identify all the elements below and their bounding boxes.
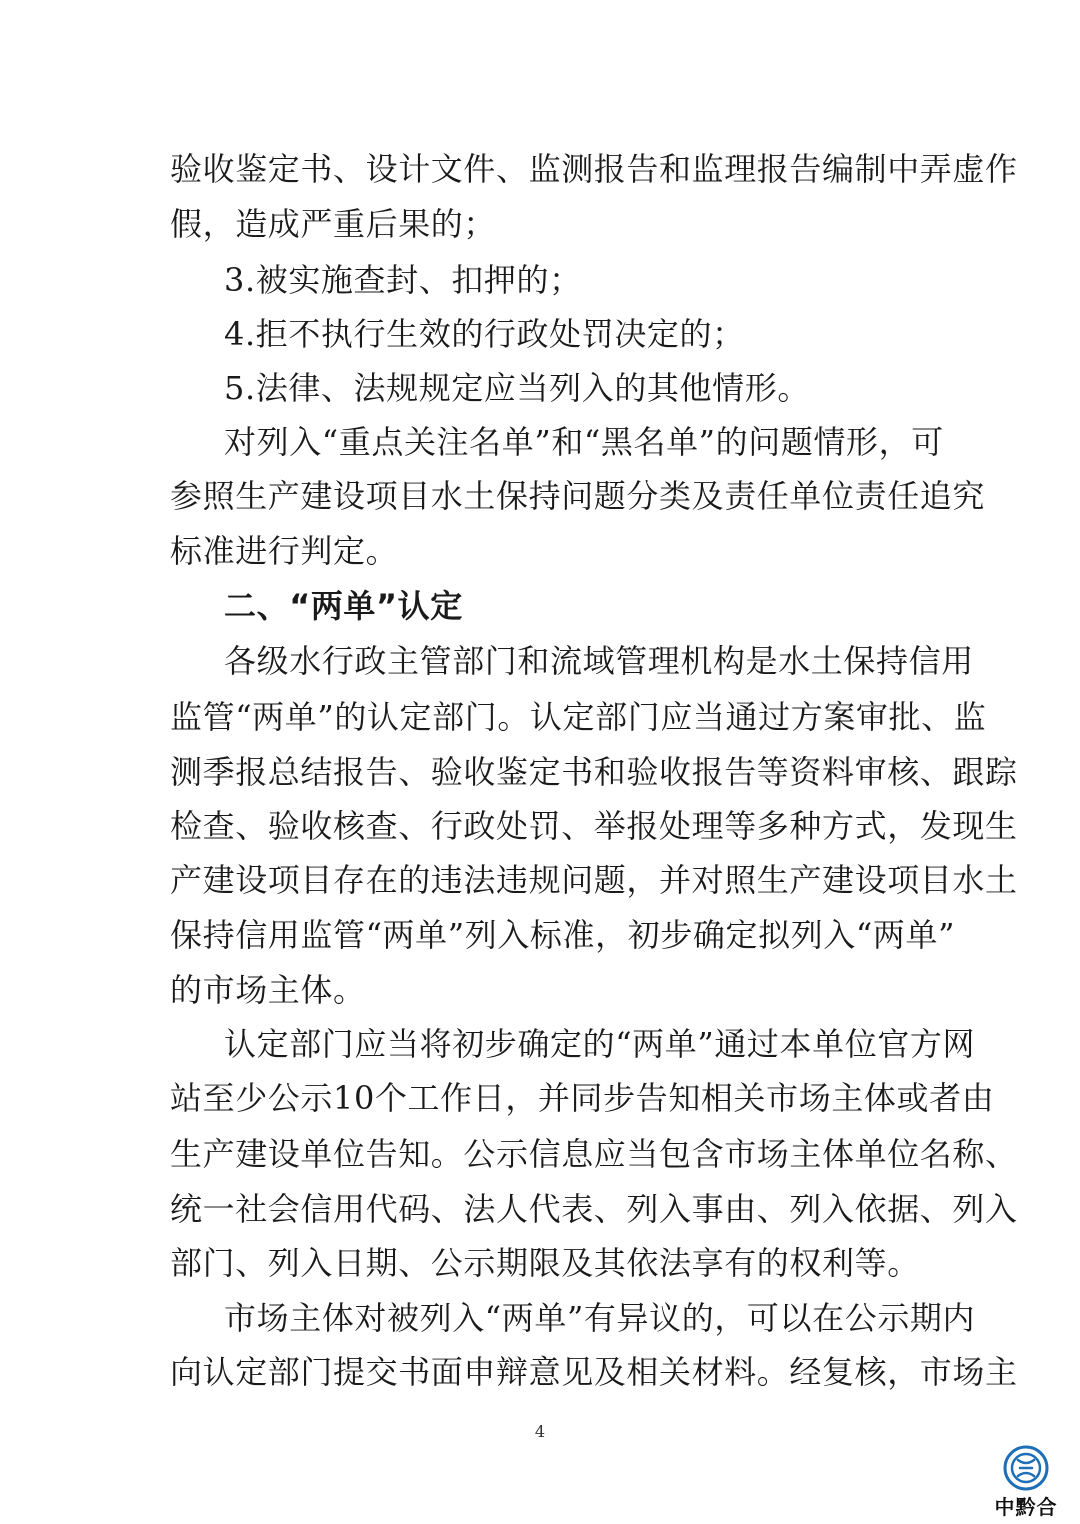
circular-logo-icon xyxy=(1002,1444,1050,1492)
list-item-5: 5.法律、法规规定应当列入的其他情形。 xyxy=(224,369,810,407)
body-text-line: 生产建设单位告知。公示信息应当包含市场主体单位名称、 xyxy=(170,1135,1018,1173)
body-text-line: 对列入“重点关注名单”和“黑名单”的问题情形，可 xyxy=(224,423,944,461)
body-text-line: 保持信用监管“两单”列入标准，初步确定拟列入“两单” xyxy=(170,916,956,954)
body-text-line: 市场主体对被列入“两单”有异议的，可以在公示期内 xyxy=(224,1299,976,1337)
body-text-line: 向认定部门提交书面申辩意见及相关材料。经复核，市场主 xyxy=(170,1353,1018,1391)
body-text-line: 的市场主体。 xyxy=(170,971,366,1009)
body-text-line: 假，造成严重后果的； xyxy=(170,205,497,243)
watermark-text: 中黔合 xyxy=(994,1495,1058,1519)
body-text-line: 验收鉴定书、设计文件、监测报告和监理报告编制中弄虚作 xyxy=(170,150,1018,188)
body-text-line: 监管“两单”的认定部门。认定部门应当通过方案审批、监 xyxy=(170,698,987,736)
body-text-line: 站至少公示10个工作日，并同步告知相关市场主体或者由 xyxy=(170,1079,995,1117)
body-text-line: 产建设项目存在的违法违规问题，并对照生产建设项目水土 xyxy=(170,861,1018,899)
body-text-line: 参照生产建设项目水土保持问题分类及责任单位责任追究 xyxy=(170,477,986,515)
list-item-3: 3.被实施查封、扣押的； xyxy=(224,261,582,299)
body-text-line: 部门、列入日期、公示期限及其依法享有的权利等。 xyxy=(170,1244,920,1282)
watermark xyxy=(988,1444,1064,1524)
body-text-line: 测季报总结报告、验收鉴定书和验收报告等资料审核、跟踪 xyxy=(170,753,1018,791)
page-number: 4 xyxy=(534,1422,546,1441)
body-text-line: 标准进行判定。 xyxy=(170,532,399,570)
body-text-line: 各级水行政主管部门和流域管理机构是水土保持信用 xyxy=(224,642,974,680)
body-text-line: 统一社会信用代码、法人代表、列入事由、列入依据、列入 xyxy=(170,1190,1018,1228)
body-text-line: 认定部门应当将初步确定的“两单”通过本单位官方网 xyxy=(224,1025,976,1063)
body-text-line: 检查、验收核查、行政处罚、举报处理等多种方式，发现生 xyxy=(170,807,1018,845)
list-item-4: 4.拒不执行生效的行政处罚决定的； xyxy=(224,315,745,353)
section-heading: 二、“两单”认定 xyxy=(224,587,463,625)
